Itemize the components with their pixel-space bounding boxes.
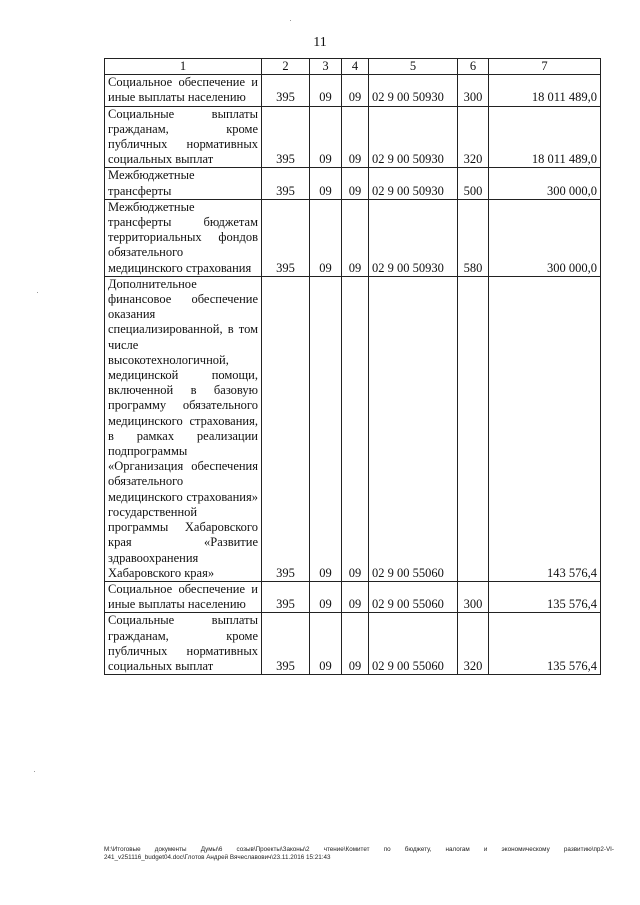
- row-name: Социальное обеспечение и иные выплаты населению: [105, 75, 262, 106]
- table-row: [105, 199, 601, 276]
- header-cell: 1: [105, 59, 262, 75]
- row-subsection: 09: [342, 613, 369, 675]
- header-cell: 6: [458, 59, 489, 75]
- row-section: 09: [310, 581, 342, 612]
- table-row: [105, 613, 601, 675]
- page-number: 11: [313, 35, 327, 50]
- row-subsection: 09: [342, 75, 369, 106]
- table-row: [105, 75, 601, 106]
- row-target-article: 02 9 00 50930: [369, 168, 458, 199]
- row-section: 09: [310, 75, 342, 106]
- header-cell: 7: [489, 59, 601, 75]
- row-admin-code: 395: [262, 613, 310, 675]
- row-admin-code: 395: [262, 168, 310, 199]
- row-section: 09: [310, 276, 342, 581]
- row-admin-code: 395: [262, 106, 310, 168]
- row-section: 09: [310, 106, 342, 168]
- row-target-article: 02 9 00 55060: [369, 276, 458, 581]
- header-cell: 5: [369, 59, 458, 75]
- row-name: Дополнительное финансовое обеспечение оказания специализированной, в том числе высокотехнологичной, медицинской помощи, включенной в базовую программу обязательного медицинского страхования, в рамках реализации подпрограммы «Организация обеспечения обязательного медицинского страхования» государственной программы Хабаровского края «Развитие здравоохранения Хабаровского края»: [105, 276, 262, 581]
- row-name: Межбюджетные трансферты бюджетам территориальных фондов обязательного медицинского страхования: [105, 199, 262, 276]
- row-section: 09: [310, 199, 342, 276]
- header-cell: 2: [262, 59, 310, 75]
- table-header-row: [105, 59, 601, 75]
- row-target-article: 02 9 00 55060: [369, 613, 458, 675]
- table-row: [105, 106, 601, 168]
- row-target-article: 02 9 00 50930: [369, 75, 458, 106]
- row-target-article: 02 9 00 55060: [369, 581, 458, 612]
- document-footer: [104, 846, 614, 862]
- row-expense-type: 500: [458, 168, 489, 199]
- row-amount: 135 576,4: [489, 613, 601, 675]
- row-expense-type: 580: [458, 199, 489, 276]
- row-subsection: 09: [342, 199, 369, 276]
- table-row: [105, 168, 601, 199]
- row-amount: 143 576,4: [489, 276, 601, 581]
- header-cell: 4: [342, 59, 369, 75]
- row-section: 09: [310, 168, 342, 199]
- row-name: Социальные выплаты гражданам, кроме публичных нормативных социальных выплат: [105, 613, 262, 675]
- row-admin-code: 395: [262, 581, 310, 612]
- row-subsection: 09: [342, 106, 369, 168]
- scan-speck: [290, 20, 291, 21]
- footer-file-path: M:\Итоговые документы Думы\6 созыв\Проекты\Законы\2 чтение\Комитет по бюджету, налогам и экономическому развитию\пр2-VI-: [104, 846, 614, 853]
- scan-speck: [37, 292, 38, 293]
- header-cell: 3: [310, 59, 342, 75]
- row-admin-code: 395: [262, 276, 310, 581]
- footer-file-info: 241_v251116_budget04.doc\Глотов Андрей Вячеславович\23.11.2016 15:21:43: [104, 854, 331, 861]
- row-amount: 135 576,4: [489, 581, 601, 612]
- row-subsection: 09: [342, 276, 369, 581]
- row-admin-code: 395: [262, 75, 310, 106]
- row-name: Межбюджетные трансферты: [105, 168, 262, 199]
- budget-table: [104, 58, 601, 675]
- row-expense-type: 320: [458, 106, 489, 168]
- row-target-article: 02 9 00 50930: [369, 199, 458, 276]
- scan-speck: [34, 771, 35, 772]
- row-amount: 300 000,0: [489, 168, 601, 199]
- row-target-article: 02 9 00 50930: [369, 106, 458, 168]
- row-section: 09: [310, 613, 342, 675]
- row-expense-type: 300: [458, 75, 489, 106]
- row-expense-type: [458, 276, 489, 581]
- row-admin-code: 395: [262, 199, 310, 276]
- table-row: [105, 276, 601, 581]
- row-name: Социальное обеспечение и иные выплаты населению: [105, 581, 262, 612]
- row-amount: 18 011 489,0: [489, 75, 601, 106]
- row-expense-type: 320: [458, 613, 489, 675]
- row-expense-type: 300: [458, 581, 489, 612]
- row-name: Социальные выплаты гражданам, кроме публичных нормативных социальных выплат: [105, 106, 262, 168]
- table-row: [105, 581, 601, 612]
- row-subsection: 09: [342, 168, 369, 199]
- row-amount: 18 011 489,0: [489, 106, 601, 168]
- row-amount: 300 000,0: [489, 199, 601, 276]
- row-subsection: 09: [342, 581, 369, 612]
